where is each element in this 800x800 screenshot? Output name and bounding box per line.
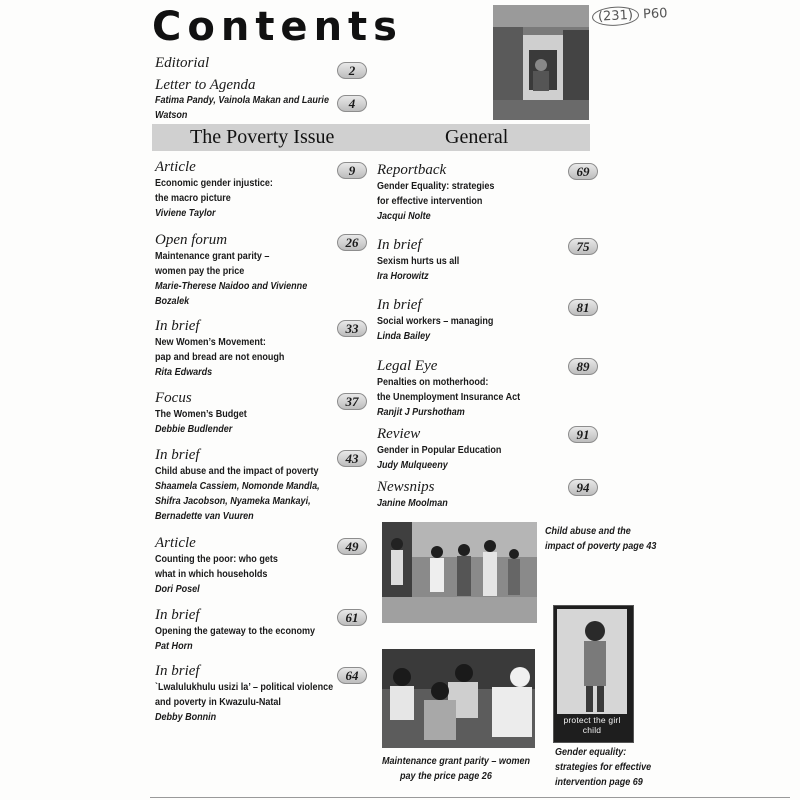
article-title-line: Maintenance grant parity – xyxy=(155,250,270,262)
caption-line: impact of poverty page 43 xyxy=(545,540,657,552)
article-title-line: Gender in Popular Education xyxy=(377,444,502,456)
author-line: Dori Posel xyxy=(155,583,200,595)
article-title-line: The Women’s Budget xyxy=(155,408,247,420)
section-heading: Newsnips xyxy=(377,479,435,495)
page-number-badge: 75 xyxy=(568,238,598,255)
section-heading: Article xyxy=(155,159,196,175)
author-line: Watson xyxy=(155,109,188,121)
section-editorial: Editorial xyxy=(155,55,210,71)
section-heading: Reportback xyxy=(377,162,447,178)
page-number-badge: 2 xyxy=(337,62,367,79)
article-title-line: for effective intervention xyxy=(377,195,483,207)
author-line: Bozalek xyxy=(155,295,190,307)
poster-photo xyxy=(557,609,627,714)
page-number-badge: 91 xyxy=(568,426,598,443)
author-line: Shifra Jacobson, Nyameka Mankayi, xyxy=(155,495,311,507)
page-number-badge: 49 xyxy=(337,538,367,555)
author-line: Ira Horowitz xyxy=(377,270,429,282)
article-title-line: `Lwalulukhulu usizi la’ – political violence xyxy=(155,681,334,693)
page-number-badge: 9 xyxy=(337,162,367,179)
section-heading: In brief xyxy=(155,447,200,463)
article-title-line: Penalties on motherhood: xyxy=(377,376,489,388)
article-title-line: New Women’s Movement: xyxy=(155,336,266,348)
author-line: Ranjit J Purshotham xyxy=(377,406,465,418)
section-heading: Article xyxy=(155,535,196,551)
article-title-line: what in which households xyxy=(155,568,268,580)
author-line: Jacqui Nolte xyxy=(377,210,431,222)
section-heading: In brief xyxy=(377,297,422,313)
author-line: Judy Mulqueeny xyxy=(377,459,448,471)
page-number-badge: 33 xyxy=(337,320,367,337)
author-line: Debbie Budlender xyxy=(155,423,233,435)
caption-line: Maintenance grant parity – women xyxy=(382,755,531,767)
author-line: Shaamela Cassiem, Nomonde Mandla, xyxy=(155,480,320,492)
girl-figure-image xyxy=(557,609,627,714)
article-title-line: Sexism hurts us all xyxy=(377,255,460,267)
author-line: Rita Edwards xyxy=(155,366,213,378)
page-number-badge: 4 xyxy=(337,95,367,112)
page-number-badge: 69 xyxy=(568,163,598,180)
caption-line: Gender equality: xyxy=(555,746,627,758)
section-heading: Review xyxy=(377,426,421,442)
handwritten-note xyxy=(592,4,668,27)
caption-line: Child abuse and the xyxy=(545,525,631,537)
photo-women-children xyxy=(382,649,535,748)
article-title-line: Child abuse and the impact of poverty xyxy=(155,465,319,477)
caption-line: pay the price page 26 xyxy=(400,770,492,782)
author-line: Janine Moolman xyxy=(377,497,448,509)
article-title-line: the Unemployment Insurance Act xyxy=(377,391,521,403)
photo-children-playing xyxy=(382,522,537,623)
author-line: Marie-Therese Naidoo and Vivienne xyxy=(155,280,308,292)
page-number-badge: 43 xyxy=(337,450,367,467)
author-line: Pat Horn xyxy=(155,640,193,652)
section-heading: Focus xyxy=(155,390,192,406)
caption-line: strategies for effective xyxy=(555,761,652,773)
handwritten-number: (231) xyxy=(592,6,640,27)
article-title-line: Social workers – managing xyxy=(377,315,494,327)
section-heading: In brief xyxy=(155,318,200,334)
section-heading: In brief xyxy=(155,607,200,623)
page-number-badge: 89 xyxy=(568,358,598,375)
handwritten-page: P60 xyxy=(642,6,668,23)
author-line: Fatima Pandy, Vainola Makan and Laurie xyxy=(155,94,329,106)
page-number-badge: 61 xyxy=(337,609,367,626)
article-title-line: Economic gender injustice: xyxy=(155,177,273,189)
article-title-line: Opening the gateway to the economy xyxy=(155,625,316,637)
article-title-line: Counting the poor: who gets xyxy=(155,553,278,565)
article-title-line: pap and bread are not enough xyxy=(155,351,285,363)
band-general: General xyxy=(445,126,509,148)
page-number-badge: 64 xyxy=(337,667,367,684)
caption-line: intervention page 69 xyxy=(555,776,643,788)
article-title-line: women pay the price xyxy=(155,265,245,277)
author-line: Linda Bailey xyxy=(377,330,431,342)
poster-slogan: protect the girl child xyxy=(563,715,621,735)
author-line: Bernadette van Vuuren xyxy=(155,510,254,522)
page-number-badge: 26 xyxy=(337,234,367,251)
poster-protect-girl-child xyxy=(553,605,634,743)
author-line: Debby Bonnin xyxy=(155,711,217,723)
page-number-badge: 94 xyxy=(568,479,598,496)
page-title: Contents xyxy=(152,4,403,50)
page-number-badge: 81 xyxy=(568,299,598,316)
section-heading: Open forum xyxy=(155,232,228,248)
article-title-line: and poverty in Kwazulu-Natal xyxy=(155,696,281,708)
section-heading: In brief xyxy=(377,237,422,253)
page-number-badge: 37 xyxy=(337,393,367,410)
section-letter-to-agenda: Letter to Agenda xyxy=(155,77,256,93)
section-heading: Legal Eye xyxy=(377,358,438,374)
article-title-line: Gender Equality: strategies xyxy=(377,180,495,192)
band-poverty-issue: The Poverty Issue xyxy=(190,126,335,148)
section-heading: In brief xyxy=(155,663,200,679)
article-title-line: the macro picture xyxy=(155,192,231,204)
bottom-rule xyxy=(150,797,790,798)
author-line: Viviene Taylor xyxy=(155,207,216,219)
cover-photo-shack xyxy=(493,5,589,120)
